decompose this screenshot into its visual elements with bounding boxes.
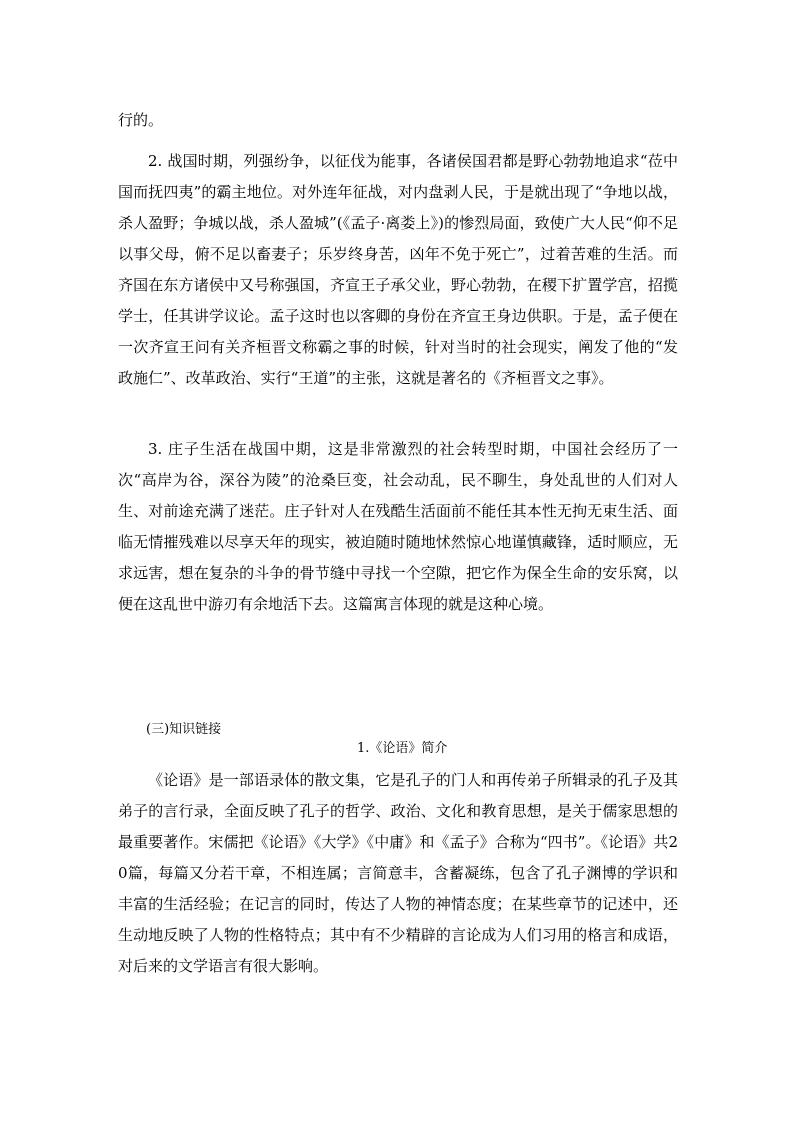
section-label: (三)知识链接 (146, 722, 222, 737)
paragraph-warring-states: 2. 战国时期，列强纷争，以征伐为能事，各诸侯国君都是野心勃勃地追求“莅中国而抚四夷”的霸主地位。对外连年征战，对内盘剥人民，于是就出现了“争地以战，杀人盈野；争城以战，杀人盈城”(《孟子·离娄上》)的惨烈局面，致使广大人民“仰不足以事父母，俯不足以畜妻子；乐岁终身苦，凶年不免于死亡”，过着苦难的生活。而齐国在东方诸侯中又号称强国，齐宣王子承父业，野心勃勃，在稷下扩置学宫，招揽学士，任其讲学议论。孟子这时也以客卿的身份在齐宣王身边供职。于是，孟子便在一次齐宣王问有关齐桓晋文称霸之事的时候，针对当时的社会现实，阐发了他的“发政施仁”、改革政治、实行“王道”的主张，这就是著名的《齐桓晋文之事》。 (118, 152, 678, 387)
paragraph-fragment: 行的。 (118, 111, 164, 129)
subheading: 1.《论语》简介 (357, 741, 448, 756)
paragraph-lunyu: 《论语》是一部语录体的散文集，它是孔子的门人和再传弟子所辑录的孔子及其弟子的言行录，全面反映了孔子的哲学、政治、文化和教育思想，是关于儒家思想的最重要著作。宋儒把《论语》《大学》《中庸》和《孟子》合称为“四书”。《论语》共20篇，每篇又分若干章，不相连属；言简意丰，含蓄凝练，包含了孔子渊博的学识和丰富的生活经验；在记言的同时，传达了人物的神情态度；在某些章节的记述中，还生动地反映了人物的性格特点；其中有不少精辟的言论成为人们习用的格言和成语，对后来的文学语言有很大影响。 (118, 771, 678, 975)
paragraph-zhuangzi: 3. 庄子生活在战国中期，这是非常激烈的社会转型时期，中国社会经历了一次“高岸为谷，深谷为陵”的沧桑巨变，社会动乱，民不聊生，身处乱世的人们对人生、对前途充满了迷茫。庄子针对人在残酷生活面前不能任其本性无拘无束生活、面临无情摧残难以尽享天年的现实，被迫随时随地怵然惊心地谨慎藏锋，适时顺应，无求远害，想在复杂的斗争的骨节缝中寻找一个空隙，把它作为保全生命的安乐窝，以便在这乱世中游刃有余地活下去。这篇寓言体现的就是这种心境。 (118, 440, 678, 613)
